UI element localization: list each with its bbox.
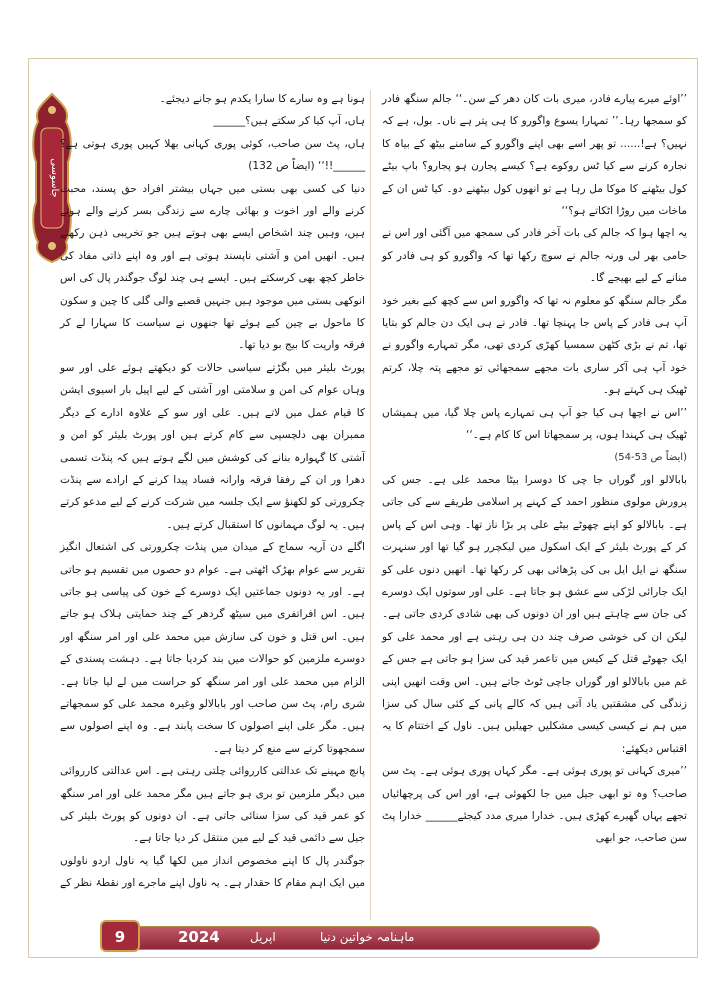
page-number: 9 bbox=[100, 920, 140, 952]
quote: ’’اس نے اچھا ہی کیا جو آپ ہی تمہارے پاس چلا گیا، میں ہمیشاں ٹھیک ہی کہندا ہوں، پر سمجھاتا اس کا کام ہے۔‘‘ bbox=[382, 406, 687, 442]
paragraph: پورٹ بلیئر میں بگڑتے سیاسی حالات کو دیکھتے ہوئے علی اور سو وہاں عوام کی امن و سلامتی اور آشتی کے لیے اپیل بار اسیوی ایشن کا قیام عمل میں لاتے ہیں۔ علی اور سو کے علاوہ ادارے کے دیگر ممبران بھی دلچسپی سے کام کرتے ہیں اور پورٹ بلیئر کو امن و آشتی کا گہوارہ بنانے کی کوشش میں لگے ہوتے ہیں کہ پنڈت تسمی دھرا ور ان کے رفقا فرقہ وارانہ فساد پیدا کرنے کے ارادے سے پنڈت چکرورتی کو لکھنؤ سے ایک جلسہ میں شرکت کرنے کے لیے مدعو کرتے ہیں۔ یہ لوگ مہمانوں کا استقبال کرتے ہیں۔ bbox=[60, 361, 365, 531]
paragraph: مگر جالم سنگھ کو معلوم نہ تھا کہ واگورو اس سے کچھ کیے بغیر خود آپ ہی فادر کے پاس جا پہنچا تھا۔ فادر نے ہی ایک دن جالم کو بتایا تھا، تم نے بڑی کٹھن سمسیا کھڑی کردی تھی، مگر تمہارے واگورو نے خود آپ ہی آکر ساری بات مجھے سمجھائی تو مجھے پتہ چلا، کرتم ٹھیک ہی کہتے ہو۔ bbox=[382, 294, 687, 397]
issue-year: 2024 bbox=[178, 928, 220, 946]
paragraph: ’’اوئے میرے پیارے فادر، میری بات کان دھر کے سن۔‘‘ جالم سنگھ فادر کو سمجھا رہا۔’’ تمہارا یسوع واگورو کا ہی پتر ہے ناں۔ بول، ہے کہ نہیں؟ ہے!...... تو پھر اسے بھی اپنے واگورو کے سامنے بیٹھ کے بیاہ کا نجارہ کرنے سے کیا ٹس روکوے ہے؟ کیسے پجارن ہو پجارو؟ باپ بیٹے کول بیٹھنے کا موکا مل رہا ہے تو انھوں کول بیٹھنے دو۔ کیا ٹس ان کے ماخات میں روڑا اٹکاتے ہو؟‘‘ bbox=[382, 93, 687, 218]
citation: (ایضاً ص 53-54) bbox=[614, 451, 687, 463]
paragraph: بابالالو اور گوراں جا چی کا دوسرا بیٹا محمد علی ہے۔ جس کی پرورش مولوی منظور احمد کے کہنے پر اسلامی طریقے سے کی جاتی ہے۔ بابالالو کو اپنے چھوٹے بیٹے علی پر بڑا ناز تھا۔ وہی اس کے پاس کر کے پورٹ بلیئر کے ایک اسکول میں لیکچرر ہو گیا تھا اور سنہرت سنگھ نے ایل ایل بی کی پڑھائی بھی کر رکھا تھا۔ انھیں دنوں علی کو ایک جارائی لڑکی سے عشق ہو جاتا ہے۔ علی اور سوتوں ایک دوسرے کی جان سے چاہتے ہیں اور ان دونوں کی بھی شادی کردی جاتی ہے۔ لیکن ان کی خوشی صرف چند دن ہی رہتی ہے اور محمد علی کو ایک جھوٹے قتل کے کیس میں تاعمر قید کی سزا ہو جاتی ہے جس کے غم میں بابالالو اور گوراں جاچی ٹوٹ جاتے ہیں۔ اس وقت انھیں اپنی زندگی کی مشقتیں یاد آتی ہیں کہ کالے پانی کے کئی سال کی سزا میں ہم نے کیسی کیسی مشکلیں جھیلیں ہیں۔ ناول کے اختتام کا یہ اقتباس دیکھئے: bbox=[382, 473, 687, 755]
quote: ’’میری کہانی تو پوری ہوئی ہے۔ مگر کہاں پوری ہوئی ہے۔ پٹ سن صاحب؟ وہ تو ابھی جیل میں جا لکھوئی ہے، اور اس کی پرچھائیاں تجھے یہاں گھیرے کھڑی ہیں۔ خدارا میری مدد کیجئے______ خدارا پٹ سن صاحب، جو ابھی bbox=[382, 765, 687, 845]
magazine-name: ماہنامہ خواتین دنیا bbox=[320, 930, 415, 944]
left-column bbox=[60, 88, 365, 895]
emblem-label: جاسوسی bbox=[49, 158, 60, 198]
paragraph: ہونا ہے وہ سارے کا سارا یکدم ہو جانے دیجئے۔ bbox=[159, 93, 365, 105]
issue-month: اپریل bbox=[250, 930, 276, 944]
right-column bbox=[382, 88, 687, 850]
paragraph: ہاں، پٹ سن صاحب، کوئی پوری کہانی بھلا کہیں پوری ہوتی ہے؟______!!‘‘ (ایضاً ص 132) bbox=[60, 137, 365, 173]
paragraph: یہ اچھا ہوا کہ جالم کی بات آخر فادر کی سمجھ میں آگئی اور اس نے حامی بھر لی ورنہ جالم نے سوچ رکھا تھا کہ واگورو کو ہی فادر کو منانے کے لیے بھیجے گا۔ bbox=[382, 227, 687, 285]
paragraph: پانچ مہینے تک عدالتی کارروائی چلتی رہتی ہے۔ اس عدالتی کارروائی میں دیگر ملزمین تو بری ہو جاتے ہیں مگر محمد علی اور امر سنگھ کو عمر قید کی سزا سنائی جاتی ہے۔ ان دونوں کو پورٹ بلیئر کی جیل سے دائمی قید کے لیے مین منتقل کر دیا جاتا ہے۔ bbox=[60, 765, 365, 845]
column-divider bbox=[370, 90, 371, 920]
paragraph: ہاں، آپ کیا کر سکتے ہیں؟______ bbox=[213, 115, 365, 128]
paragraph: دنیا کی کسی بھی بستی میں جہاں بیشتر افراد حق پسند، محبت کرنے والے اور اخوت و بھائی چارے سے زندگی بسر کرنے والے ہوتے ہیں، وہیں چند اشخاص ایسے بھی ہوتے ہیں جو تخریبی ذہن رکھتے ہیں۔ انھیں امن و آشتی ناپسند ہوتی ہے اور وہ اپنے ذاتی مفاد کی خاطر کچھ بھی کرسکتے ہیں۔ ایسے ہی چند لوگ جوگندر پال کی اس انوکھی بستی میں موجود ہیں جنہیں قصبے والی گلی کا چین و سکون کا ماحول بے چین کیے ہوئے تھا جنھوں نے سیاست کا سہارا لے کر فرقہ واریت کا بیج بو دیا تھا۔ bbox=[60, 182, 365, 352]
footer-bar bbox=[100, 920, 600, 954]
paragraph: اگلے دن آریہ سماج کے میدان میں پنڈت چکرورتی کی اشتعال انگیز تقریر سے عوام بھڑک اٹھتی ہے۔ عوام دو حصوں میں تقسیم ہو جاتی ہے۔ اور یہ دونوں جماعتیں ایک دوسرے کے خون کی پیاسی ہو جاتی ہیں۔ اس افراتفری میں سیٹھ گردھر کے چند حمایتی ہلاک ہو جاتے ہیں۔ اس قتل و خون کی سازش میں محمد علی اور امر سنگھ اور دوسرے ملزمین کو حوالات میں بند کردیا جاتا ہے۔ دہشت پسندی کے الزام میں محمد علی اور امر سنگھ کو حراست میں لے لیا جاتا ہے۔ شری رام، پٹ سن صاحب اور بابالالو وغیرہ محمد علی کو سمجھاتے ہیں۔ مگر علی اپنے اصولوں کا سخت پابند ہے۔ وہ اپنے اصولوں سے سمجھوتا کرنے سے منع کر دیتا ہے۔ bbox=[60, 541, 365, 755]
paragraph: جوگندر پال کا اپنے مخصوص انداز میں لکھا گیا یہ ناول اردو ناولوں میں ایک اہم مقام کا حقدار ہے۔ یہ ناول اپنے ماجرے اور نقطۂ نظر کے bbox=[60, 854, 365, 890]
